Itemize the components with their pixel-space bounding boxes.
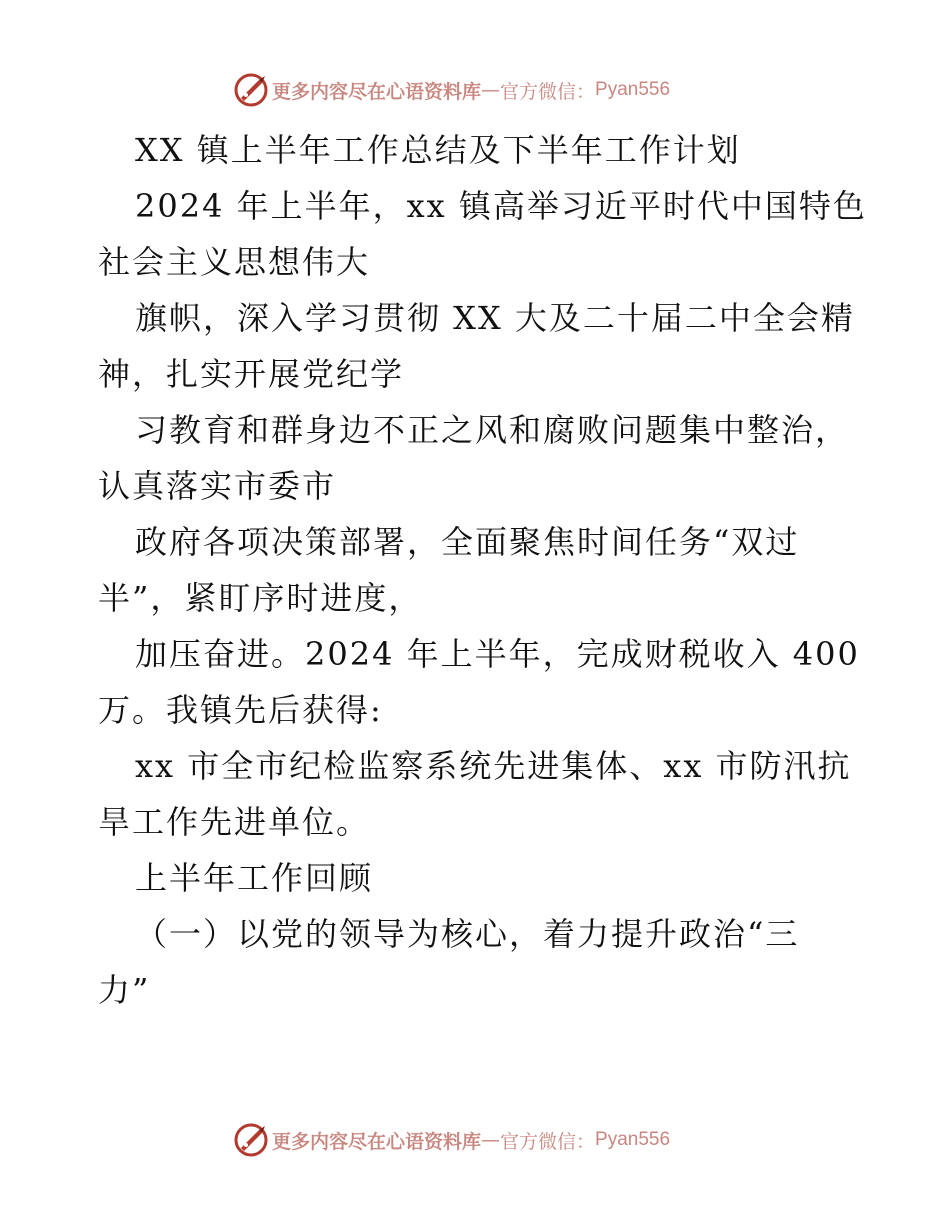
paragraph-line: 社会主义思想伟大 [98, 243, 371, 281]
paragraph-line: 习教育和群身边不正之风和腐败问题集中整治， [135, 411, 850, 449]
paragraph-line: 力” [98, 971, 151, 1009]
subsection-heading: （一）以党的领导为核心，着力提升政治“三 [135, 915, 800, 953]
watermark-wechat-label: 官方微信： [500, 1130, 596, 1153]
watermark-wechat-id: Pyan556 [595, 1129, 671, 1150]
doc-title: XX 镇上半年工作总结及下半年工作计划 [135, 131, 741, 169]
watermark-banner-top [232, 70, 670, 110]
watermark-banner-bottom [232, 1120, 670, 1160]
paragraph-line: 政府各项决策部署，全面聚焦时间任务“双过 [135, 523, 800, 561]
pen-nib-logo-icon [232, 1121, 270, 1159]
watermark-main-text: 更多内容尽在心语资料库 [272, 80, 482, 103]
paragraph-line: 认真落实市委市 [98, 467, 337, 505]
watermark-wechat-label: 官方微信： [500, 80, 596, 103]
paragraph-line: 旗帜，深入学习贯彻 XX 大及二十届二中全会精 [135, 299, 855, 337]
watermark-main-text: 更多内容尽在心语资料库 [272, 1130, 482, 1153]
watermark-separator: — [481, 1129, 501, 1151]
paragraph-line: 2024 年上半年，xx 镇高举习近平时代中国特色 [135, 187, 867, 225]
document-body [98, 122, 867, 1018]
paragraph-line: xx 市全市纪检监察系统先进集体、xx 市防汛抗 [135, 747, 852, 785]
paragraph-line: 旱工作先进单位。 [98, 803, 371, 841]
watermark-separator: — [481, 79, 501, 101]
pen-nib-logo-icon [232, 71, 270, 109]
paragraph-line: 半”，紧盯序时进度， [98, 579, 423, 617]
paragraph-line: 神，扎实开展党纪学 [98, 355, 405, 393]
paragraph-line: 万。我镇先后获得: [98, 691, 383, 729]
section-heading: 上半年工作回顾 [135, 859, 374, 897]
paragraph-line: 加压奋进。2024 年上半年，完成财税收入 400 [135, 635, 860, 673]
watermark-wechat-id: Pyan556 [595, 79, 671, 100]
